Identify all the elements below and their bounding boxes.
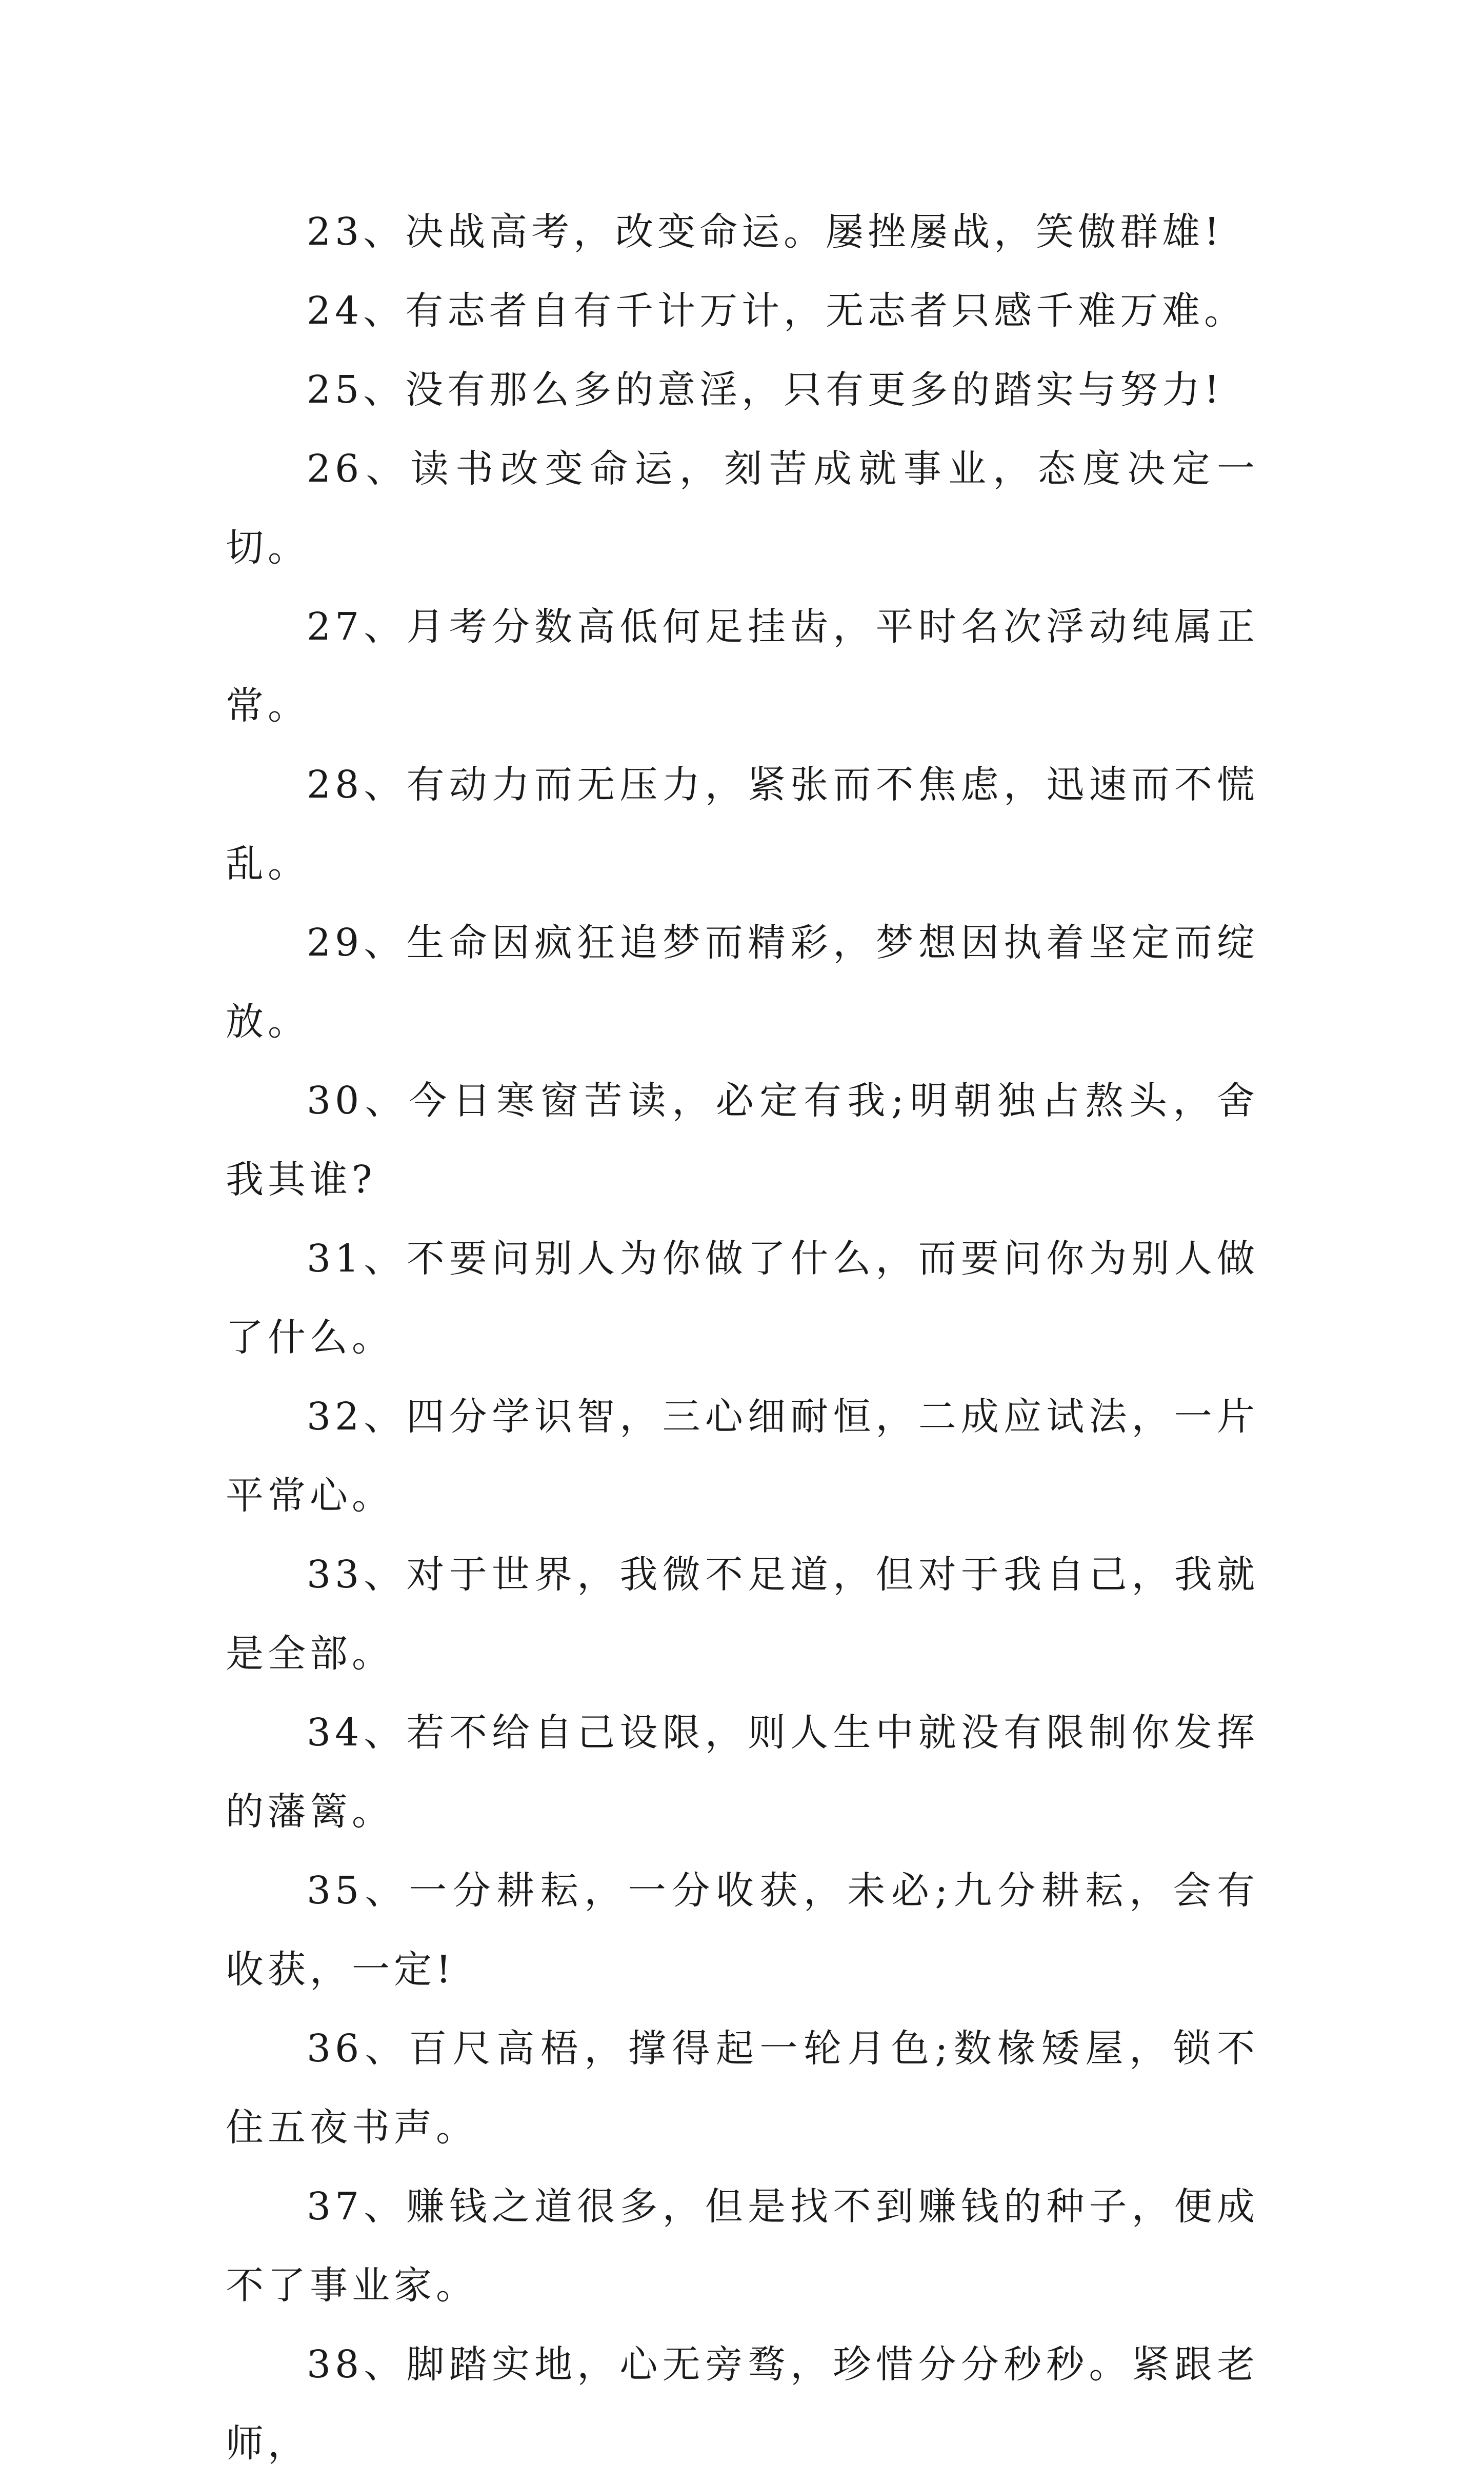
- paragraph-33: 33、对于世界，我微不足道，但对于我自己，我就是全部。: [226, 1553, 1259, 1676]
- paragraph-30: 30、今日寒窗苦读，必定有我;明朝独占熬头，舍我其谁?: [226, 1079, 1259, 1202]
- paragraph-31: 31、不要问别人为你做了什么，而要问你为别人做了什么。: [226, 1237, 1259, 1360]
- paragraph-29: 29、生命因疯狂追梦而精彩，梦想因执着坚定而绽放。: [226, 921, 1259, 1044]
- paragraph-23: 23、决战高考，改变命运。屡挫屡战，笑傲群雄!: [307, 210, 1224, 254]
- paragraph-26: 26、读书改变命运，刻苦成就事业，态度决定一切。: [226, 447, 1259, 570]
- paragraph-25: 25、没有那么多的意淫，只有更多的踏实与努力!: [307, 368, 1224, 412]
- document-body: [226, 192, 1259, 2483]
- paragraph-27: 27、月考分数高低何足挂齿，平时名次浮动纯属正常。: [226, 605, 1259, 728]
- paragraph-35: 35、一分耕耘，一分收获，未必;九分耕耘，会有收获，一定!: [226, 1869, 1259, 1992]
- paragraph-36: 36、百尺高梧，撑得起一轮月色;数椽矮屋，锁不住五夜书声。: [226, 2027, 1259, 2150]
- paragraph-34: 34、若不给自己设限，则人生中就没有限制你发挥的藩篱。: [226, 1711, 1259, 1834]
- paragraph-37: 37、赚钱之道很多，但是找不到赚钱的种子，便成不了事业家。: [226, 2184, 1259, 2308]
- paragraph-24: 24、有志者自有千计万计，无志者只感千难万难。: [307, 289, 1247, 333]
- paragraph-38: 38、脚踏实地，心无旁骛，珍惜分分秒秒。紧跟老师，: [226, 2342, 1259, 2466]
- paragraph-28: 28、有动力而无压力，紧张而不焦虑，迅速而不慌乱。: [226, 763, 1259, 886]
- paragraph-32: 32、四分学识智，三心细耐恒，二成应试法，一片平常心。: [226, 1395, 1259, 1518]
